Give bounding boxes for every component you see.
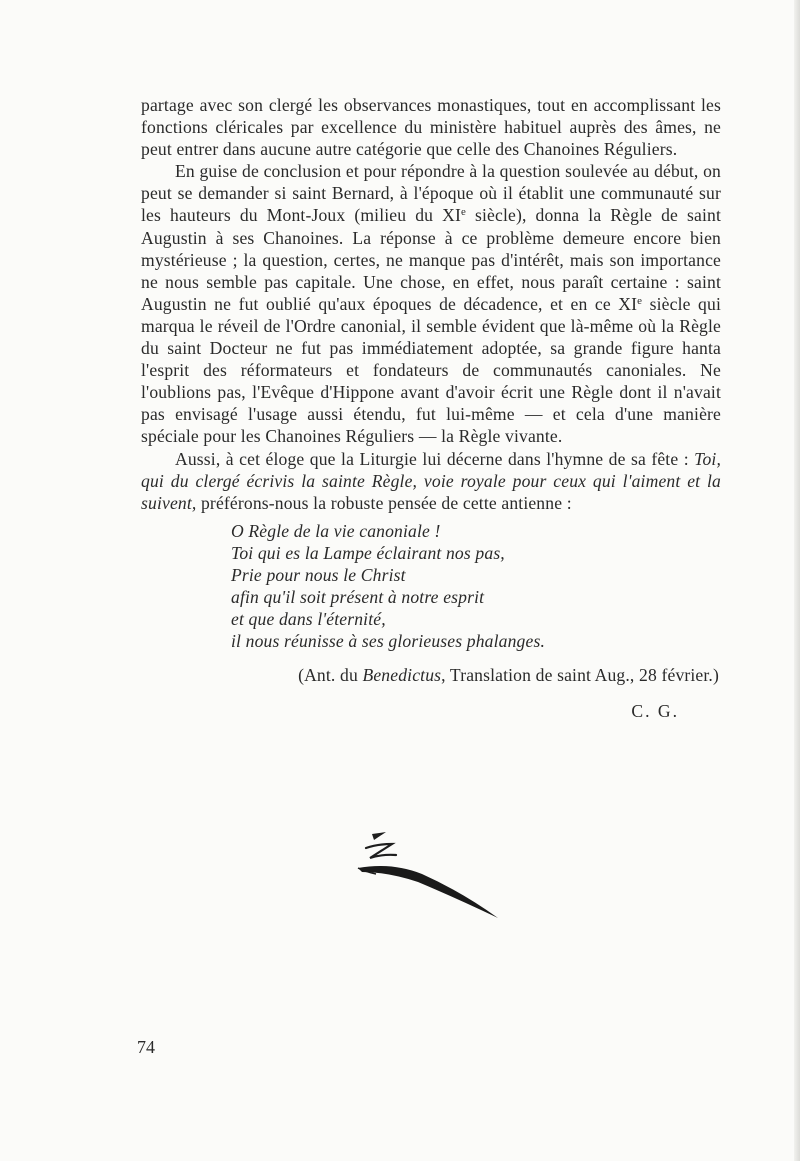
calligraphic-flourish-icon (352, 828, 502, 923)
page-number: 74 (137, 1037, 155, 1057)
paragraph-3-text-b: préférons-nous la robuste pensée de cette antienne : (196, 492, 572, 513)
paragraph-2 (141, 160, 721, 447)
author-signature: C. G. (631, 701, 679, 722)
paragraph-1-text: partage avec son clergé les observances monastiques, tout en accomplissant les fonctions cléricales par excellence du ministère habituel auprès des âmes, ne peut entrer dans aucune autre catégorie que celle des Chanoines Réguliers. (141, 95, 721, 160)
citation (141, 664, 721, 686)
hymn-quote: Toi, qui du clergé écrivis la sainte Règle, voie royale pour ceux qui l'aiment et la suivent, (141, 448, 721, 513)
body-text (141, 94, 721, 723)
poem-line: et que dans l'éternité, (231, 609, 386, 630)
poem-line: il nous réunisse à ses glorieuses phalanges. (231, 631, 545, 652)
paragraph-2-text-b: siècle), donna la Règle de saint Augustin à ses Chanoines. La réponse à ce problème demeure encore bien mystérieuse ; la question, certes, ne manque pas d'intérêt, mais son importance ne nous semble pas capitale. Une chose, en effet, nous paraît certaine : saint Augustin ne fut oublié qu'aux époques de décadence, et en ce XI (141, 205, 721, 314)
century-superscript: e (460, 206, 466, 219)
poem-line: Toi qui es la Lampe éclairant nos pas, (231, 542, 505, 563)
citation-prefix: (Ant. du (298, 665, 363, 686)
poem-line: O Règle de la vie canoniale ! (231, 520, 441, 541)
antiphon-poem (231, 520, 721, 653)
poem-line: afin qu'il soit présent à notre esprit (231, 587, 485, 608)
paragraph-3 (141, 448, 721, 514)
citation-suffix: , Translation de saint Aug., 28 février.) (441, 665, 719, 686)
poem-line: Prie pour nous le Christ (231, 564, 406, 585)
century-superscript: e (637, 294, 643, 307)
paragraph-2-text-a: En guise de conclusion et pour répondre à la question soulevée au début, on peut se demander si saint Bernard, à l'époque où il établit une communauté sur les hauteurs du Mont-Joux (milieu du XI (141, 161, 721, 226)
paragraph-3-text-a: Aussi, à cet éloge que la Liturgie lui décerne dans l'hymne de sa fête : (175, 448, 695, 469)
citation-italic: Benedictus (362, 665, 442, 686)
page-edge (794, 0, 800, 1161)
paragraph-1 (141, 94, 721, 160)
paragraph-2-text-c: siècle qui marqua le réveil de l'Ordre canonial, il semble évident que là-même où la Règle du saint Docteur ne fut pas immédiatement adoptée, sa grande figure hanta l'esprit des réformateurs et fondateurs de communautés canoniales. Ne l'oublions pas, l'Evêque d'Hippone avant d'avoir écrit une Règle dont il n'avait pas envisagé l'usage aussi étendu, fut lui-même — et cela d'une manière spéciale pour les Chanoines Réguliers — la Règle vivante. (141, 293, 721, 447)
